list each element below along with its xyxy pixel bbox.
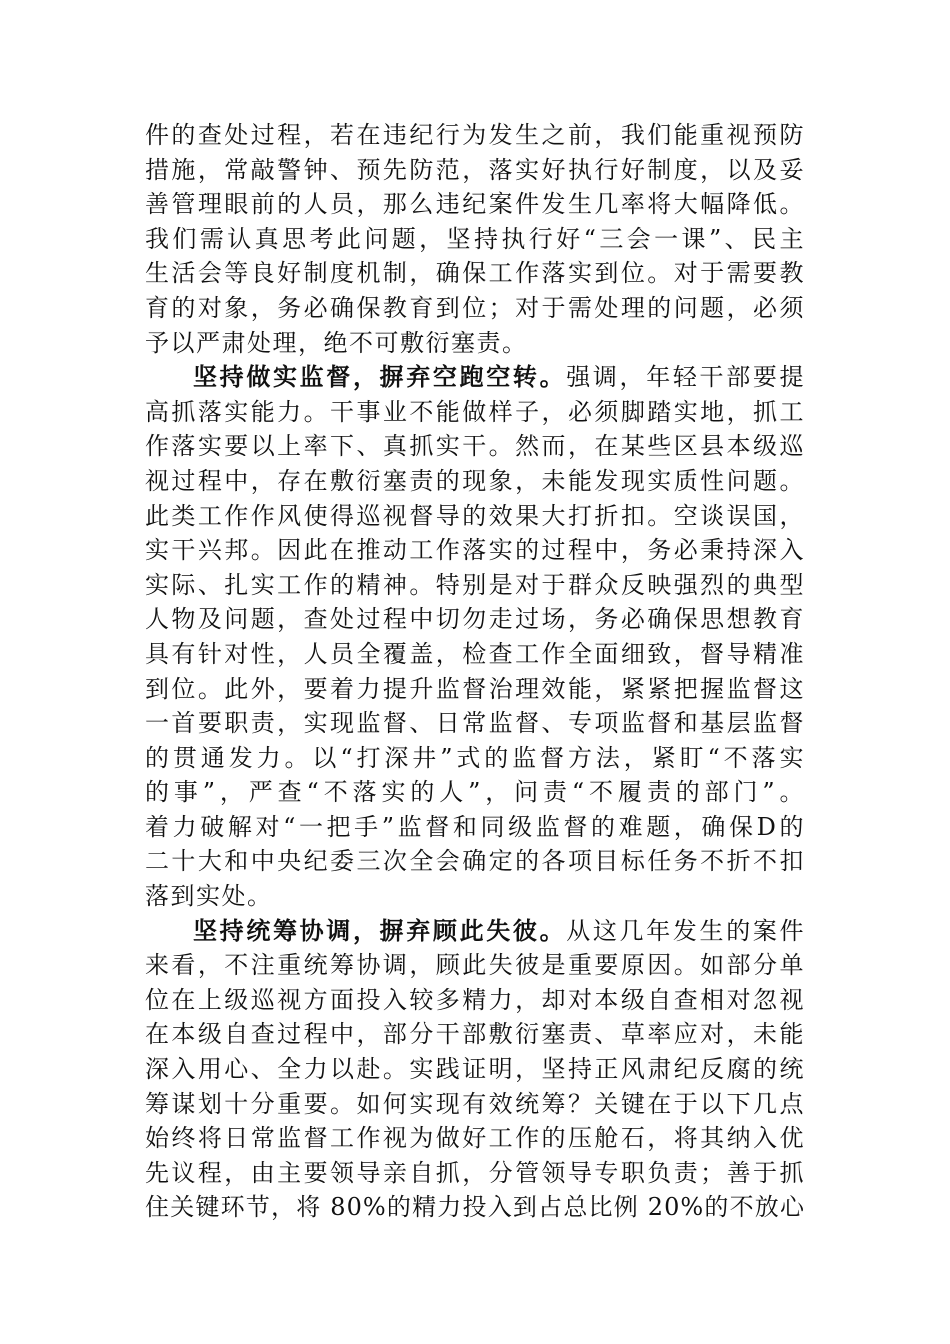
text-line	[145, 360, 805, 395]
paragraph-2	[145, 360, 805, 914]
text-line: 落到实处。	[145, 882, 273, 911]
text-line: 高抓落实能力。干事业不能做样子，必须脚踏实地，抓工	[145, 397, 805, 426]
text-line: 作落实要以上率下、真抓实干。然而，在某些区县本级巡	[145, 432, 805, 461]
paragraph-1	[145, 118, 805, 360]
document-body	[145, 118, 805, 1225]
text-line: 视过程中，存在敷衍塞责的现象，未能发现实质性问题。	[145, 466, 805, 495]
text-line: 善管理眼前的人员，那么违纪案件发生几率将大幅降低。	[145, 190, 805, 219]
paragraph-heading: 坚持做实监督，摒弃空跑空转。	[193, 362, 567, 392]
text-line: 的贯通发力。以“打深井”式的监督方法，紧盯“不落实	[145, 743, 805, 772]
text-line: 住关键环节，将 80%的精力投入到占总比例 20%的不放心	[145, 1193, 805, 1222]
text-line: 件的查处过程，若在违纪行为发生之前，我们能重视预防	[145, 121, 805, 149]
text-line: 始终将日常监督工作视为做好工作的压舱石，将其纳入优	[145, 1124, 805, 1153]
text-line: 筹谋划十分重要。如何实现有效统筹？关键在于以下几点	[145, 1089, 805, 1118]
text-line: 实际、扎实工作的精神。特别是对于群众反映强烈的典型	[145, 570, 805, 599]
text-line: 生活会等良好制度机制，确保工作落实到位。对于需要教	[145, 259, 805, 288]
text-line: 着力破解对“一把手”监督和同级监督的难题，确保D的	[145, 812, 805, 841]
text-line: 深入用心、全力以赴。实践证明，坚持正风肃纪反腐的统	[145, 1055, 805, 1084]
text-line: 二十大和中央纪委三次全会确定的各项目标任务不折不扣	[145, 847, 805, 876]
text-line: 的事”，严查“不落实的人”，问责“不履责的部门”。	[145, 778, 805, 807]
text-line: 此类工作作风使得巡视督导的效果大打折扣。空谈误国，	[145, 501, 805, 530]
text-line: 在本级自查过程中，部分干部敷衍塞责、草率应对，未能	[145, 1020, 805, 1049]
text-line: 予以严肃处理，绝不可敷衍塞责。	[145, 328, 528, 357]
heading-line-rest: 从这几年发生的案件	[566, 916, 806, 945]
text-line: 措施，常敲警钟、预先防范，落实好执行好制度，以及妥	[145, 155, 805, 184]
text-line: 一首要职责，实现监督、日常监督、专项监督和基层监督	[145, 709, 805, 738]
text-line: 人物及问题，查处过程中切勿走过场，务必确保思想教育	[145, 605, 805, 634]
text-line: 先议程，由主要领导亲自抓，分管领导专职负责；善于抓	[145, 1158, 805, 1187]
paragraph-heading: 坚持统筹协调，摒弃顾此失彼。	[193, 915, 567, 945]
text-line	[145, 914, 805, 949]
text-line: 我们需认真思考此问题，坚持执行好“三会一课”、民主	[145, 224, 805, 253]
text-line: 到位。此外，要着力提升监督治理效能，紧紧把握监督这	[145, 674, 805, 703]
text-line: 来看，不注重统筹协调，顾此失彼是重要原因。如部分单	[145, 951, 805, 980]
text-line: 位在上级巡视方面投入较多精力，却对本级自查相对忽视	[145, 985, 805, 1014]
paragraph-3	[145, 914, 805, 1225]
text-line: 实干兴邦。因此在推动工作落实的过程中，务必秉持深入	[145, 536, 805, 565]
text-line: 具有针对性，人员全覆盖，检查工作全面细致，督导精准	[145, 639, 805, 668]
text-line: 育的对象，务必确保教育到位；对于需处理的问题，必须	[145, 293, 805, 322]
heading-line-rest: 强调，年轻干部要提	[566, 363, 806, 392]
